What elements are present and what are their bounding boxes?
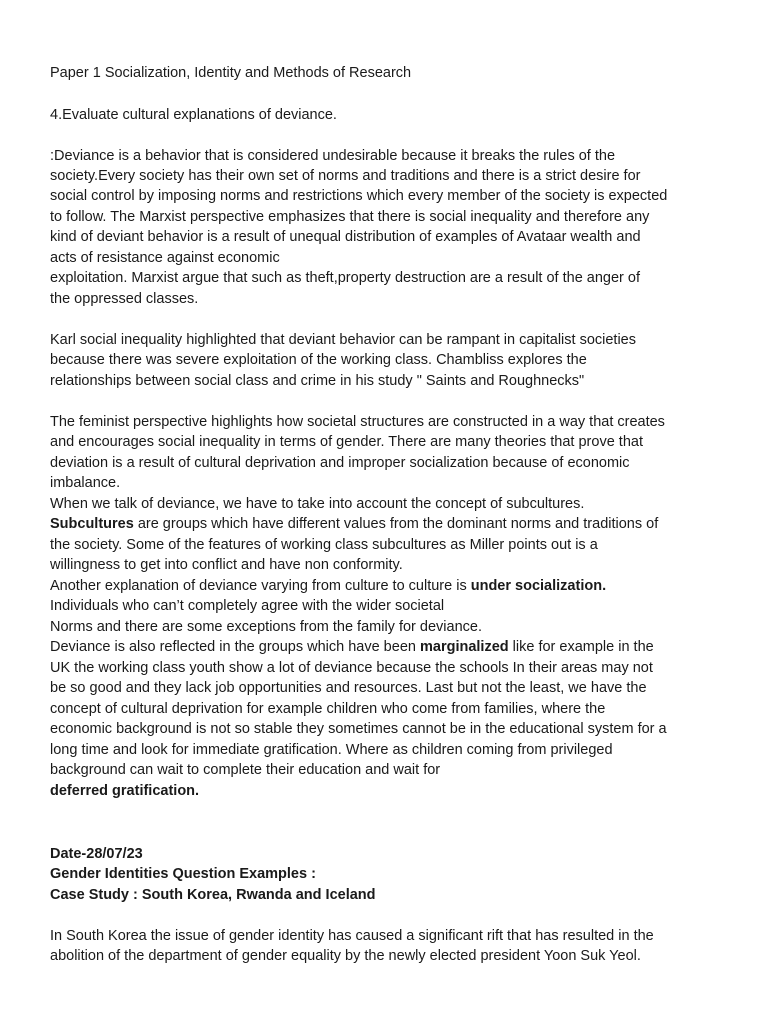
paragraph-line: abolition of the department of gender equality by the newly elected president Yoon Suk Yeol.	[50, 948, 641, 964]
paragraph-line: imbalance.	[50, 475, 121, 491]
paragraph-line: the oppressed classes.	[50, 291, 199, 307]
marginalized-line	[50, 638, 654, 656]
subcultures-rest: are groups which have different values from the dominant norms and traditions of	[133, 516, 659, 532]
paragraph-line: exploitation. Marxist argue that such as theft,property destruction are a result of the anger of	[50, 270, 640, 286]
paragraph-line: :Deviance is a behavior that is considered undesirable because it breaks the rules of the	[50, 148, 616, 164]
paragraph-line: economic background is not so stable they sometimes cannot be in the educational system for a	[50, 721, 667, 737]
document-header: Paper 1 Socialization, Identity and Methods of Research	[50, 65, 412, 81]
paragraph-line: society.Every society has their own set of norms and traditions and there is a strict desire for	[50, 168, 641, 184]
paragraph-line: kind of deviant behavior is a result of unequal distribution of examples of Avataar wealth and	[50, 229, 641, 245]
gender-identities-heading: Gender Identities Question Examples :	[50, 866, 316, 882]
paragraph-line: willingness to get into conflict and have non conformity.	[50, 557, 403, 573]
marginalized-term: marginalized	[419, 639, 509, 655]
case-study-heading: Case Study : South Korea, Rwanda and Iceland	[50, 887, 376, 903]
paragraph-line: Individuals who can’t completely agree with the wider societal	[50, 598, 445, 614]
deferred-gratification: deferred gratification.	[50, 783, 200, 799]
under-socialization-term: under socialization.	[470, 578, 607, 594]
subcultures-line	[50, 515, 658, 533]
paragraph-line: long time and look for immediate gratification. Where as children coming from privileged	[50, 742, 613, 758]
paragraph-line: Karl social inequality highlighted that deviant behavior can be rampant in capitalist societies	[50, 332, 636, 348]
paragraph-line: In South Korea the issue of gender identity has caused a significant rift that has resulted in the	[50, 928, 654, 944]
marginalized-lead: Deviance is also reflected in the groups which have been	[50, 639, 420, 655]
paragraph-line: background can wait to complete their education and wait for	[50, 762, 441, 778]
marginalized-rest: like for example in the	[508, 639, 654, 655]
paragraph-line: The feminist perspective highlights how societal structures are constructed in a way that creates	[50, 414, 665, 430]
paragraph-line: to follow. The Marxist perspective emphasizes that there is social inequality and therefore any	[50, 209, 650, 225]
paragraph-line: UK the working class youth show a lot of deviance because the schools In their areas may not	[50, 660, 653, 676]
under-socialization-lead: Another explanation of deviance varying from culture to culture is	[50, 578, 471, 594]
paragraph-line: concept of cultural deprivation for example children who come from families, where the	[50, 701, 606, 717]
paragraph-line: Norms and there are some exceptions from the family for deviance.	[50, 619, 482, 635]
paragraph-line: social control by imposing norms and restrictions which every member of the society is expected	[50, 188, 668, 204]
question-heading: 4.Evaluate cultural explanations of deviance.	[50, 107, 337, 123]
paragraph-line: be so good and they lack job opportunities and resources. Last but not the least, we have the	[50, 680, 647, 696]
paragraph-line: deviation is a result of cultural deprivation and improper socialization because of economic	[50, 455, 630, 471]
date-line: Date-28/07/23	[50, 846, 143, 862]
paragraph-line: the society. Some of the features of working class subcultures as Miller points out is a	[50, 537, 598, 553]
paragraph-line: relationships between social class and crime in his study " Saints and Roughnecks"	[50, 373, 585, 389]
under-socialization-line	[50, 577, 606, 595]
paragraph-line: because there was severe exploitation of the working class. Chambliss explores the	[50, 352, 587, 368]
paragraph-line: When we talk of deviance, we have to take into account the concept of subcultures.	[50, 496, 585, 512]
paragraph-line: and encourages social inequality in terms of gender. There are many theories that prove that	[50, 434, 643, 450]
paragraph-line: acts of resistance against economic	[50, 250, 280, 266]
subcultures-term: Subcultures	[50, 516, 134, 532]
